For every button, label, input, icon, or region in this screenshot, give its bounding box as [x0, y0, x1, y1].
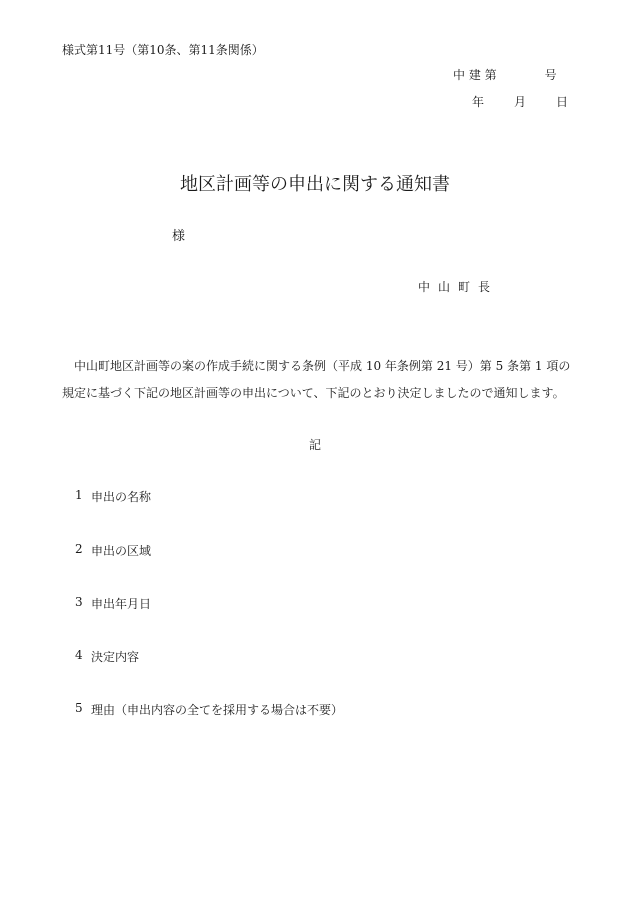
- item-label: 理由（申出内容の全てを採用する場合は不要）: [91, 703, 344, 717]
- item-number: 2: [75, 542, 83, 556]
- body-text: 中山町地区計画等の案の作成手続に関する条例（平成 10 年条例第 21 号）第 5 条第 1 項の規定に基づく下記の地区計画等の申出について、下記のとおり決定しましたので通知します。: [62, 359, 571, 400]
- date-month: 月: [514, 95, 527, 109]
- item-number: 5: [75, 701, 83, 715]
- issue-date: [472, 93, 568, 110]
- item-number: 3: [75, 595, 83, 609]
- date-day: 日: [556, 95, 569, 109]
- list-item: [75, 488, 151, 505]
- item-label: 申出の区域: [91, 544, 152, 558]
- sender: 中山町長: [418, 280, 499, 294]
- list-item: [75, 542, 151, 559]
- item-label: 決定内容: [91, 650, 140, 664]
- item-number: 4: [75, 648, 83, 662]
- reference-number: [453, 66, 557, 83]
- reference-prefix: 中 建 第: [453, 68, 497, 82]
- reference-blank: [497, 66, 545, 83]
- date-year: 年: [472, 95, 485, 109]
- item-label: 申出年月日: [91, 597, 152, 611]
- form-number: 様式第11号（第10条、第11条関係）: [62, 43, 264, 57]
- item-label: 申出の名称: [91, 490, 152, 504]
- reference-suffix: 号: [544, 68, 557, 82]
- ki-heading: 記: [308, 438, 321, 452]
- list-item: [75, 701, 343, 718]
- item-number: 1: [75, 488, 83, 502]
- list-item: [75, 595, 151, 612]
- document-title: 地区計画等の申出に関する通知書: [180, 174, 450, 195]
- addressee: 様: [172, 229, 186, 244]
- list-item: [75, 648, 139, 665]
